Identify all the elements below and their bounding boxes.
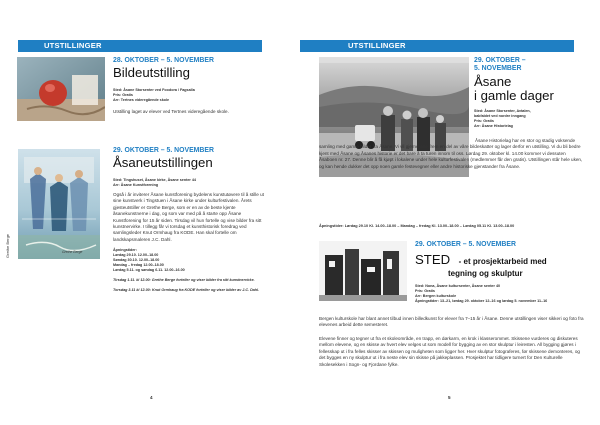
event-text: Utstilling laget av elever ved Tertnes videregående skole.: [113, 109, 229, 114]
sculpture-image: [319, 241, 407, 301]
event-note: Tirsdag 1.11. kl 12.00: Grethe Berge forteller og viser bilder fra sitt kunstnervirke.: [113, 278, 255, 283]
meta-line: Sted: Åsane Storsenter ved Foodora / Fagsalla: [113, 88, 195, 92]
meta-line: Arr: Tertnes videregående skole: [113, 98, 170, 102]
meta-line: Sted: Åsane Storsenter, Avtalen,: [474, 109, 531, 113]
event-text: Åsane Historielag har en stor og stadig voksende samling med gamle bilder fra Åsane. Vi vil gjerne vise frem en del av våre bildeskatter og lager derfor en utstilling. Vi du bli bedre kjent med Åsane og Åsanes historie er det bare å ta turen innom til oss. Lørdag 29. oktober kl. 14.00 kommer vi dessuten Åsaboen nr. 27. Denne blir å få kjøpt i lokalene under hele kulturfestivalen (medlemmer får den gratis). Utstillingen står hele uken, og kan hende dukker det opp noen gamle festevegner eller andre historiske gjenstander fra Åsane.: [319, 138, 583, 169]
event-title-line1: Åsane: [474, 74, 512, 89]
event-date-line: [474, 65, 584, 73]
event-title: STED: [415, 252, 451, 267]
item-bildeutstilling: [113, 57, 263, 115]
meta-line: Pris: Gratis: [474, 119, 494, 123]
event-note: Torsdag 3.11 kl 12.00: Knut Ormhaug fra KODE forteller og viser bilder av J.C. Dahl.: [113, 288, 260, 293]
event-text: Bergen kulturskole har blant annet tilbud innen billedkunst for elever fra 7–15 år i Åsane. Denne utstillingen viser sikkeri og foto fra elevenes arbeid dette semesteret.: [319, 316, 584, 328]
hours-line: Søndag 30.10. 12.00–18.00: [113, 258, 160, 263]
meta-line: Arr: Åsane Historielag: [474, 124, 513, 128]
event-title-line2: i gamle dager: [474, 88, 554, 103]
event-date: 28. OKTOBER – 5. NOVEMBER: [113, 57, 214, 64]
event-date: 29. OKTOBER –: [474, 57, 526, 64]
meta-line: Sted: Tingshuset, Åsane kirke, Åsane senter 44: [113, 178, 196, 182]
event-title: Åsaneutstillingen: [113, 155, 213, 170]
item-gamle-dager: [474, 57, 584, 129]
meta-line: Arr: Bergen kulturskole: [415, 294, 457, 298]
event-date-end: 5. NOVEMBER: [474, 65, 522, 72]
meta-line: Arr: Åsane Kunstforening: [113, 183, 159, 187]
section-header: UTSTILLINGER: [300, 40, 574, 52]
hours-line: Lørdag 5.11. og søndag 6.11. 12.00–16.00: [113, 268, 185, 273]
right-page: [300, 0, 600, 425]
hours-line: Mandag – fredag 12.00–18.00: [113, 263, 164, 268]
page-number: 5: [448, 395, 451, 400]
page-number: 4: [150, 395, 153, 400]
meta-line: Pris: Gratis: [415, 289, 435, 293]
event-title: Bildeutstilling: [113, 65, 190, 80]
event-subtitle-1: - et prosjektarbeid med: [458, 257, 547, 266]
painting-image: [18, 149, 100, 259]
item-sted: [415, 241, 585, 304]
item-asaneutstillingen: [113, 147, 265, 293]
meta-line: Åpningstider: 13–21, lørdag 29. oktober 12–16 og lørdag 5. november 11–16: [415, 299, 548, 303]
meta-line: Pris: Gratis: [113, 93, 133, 97]
section-header: UTSTILLINGER: [18, 40, 262, 52]
meta-line: bakfaldet ved nordre inngang: [474, 114, 526, 118]
hours-title: Åpningstider:: [113, 248, 137, 253]
hours-line: Lørdag 29.10. 12.00–18.00: [113, 253, 159, 258]
event-text: Elevene finner og tegner ut fra et skoleområde, en trapp, en dørkarm, en krok i klasserommet. Skissene vurderes og diskuteres mellom elevene, og en skisse av hvert elev velges ut som modell for bygging av en stor skulptur i leiresten. All bygging gjøres i fellesskap ut i fra felles skisser av skissen og muligheten som ligger her. Hver skulptur fotograferes, før skissene demonteres, og det bygges en ny skulptur ut i fra neste elev sin skisse på jakkeplassen. Prosjektet har tidligere turnert for Den Kulturelle Skolesekken i Sogn- og Fjordane fylke.: [319, 336, 580, 367]
bildeutstilling-image: [17, 57, 105, 121]
artist-credit: Grethe Berge: [5, 233, 10, 258]
artist-signature: Grethe Berge: [62, 250, 83, 254]
event-date: 29. OKTOBER – 5. NOVEMBER: [113, 147, 214, 154]
event-date: 29. OKTOBER – 5. NOVEMBER: [415, 241, 516, 248]
event-text: Også i år inviterer Åsane kunstforening bydelens kunstutøvere til å stille ut sine kunstverk i Tingstuen i Åsane kirke under kulturfestivalen. Årets gjesteutstiller er Grethe Berge, som er en av de beste kjente åsanekunstnerne i dag, og som var med på å starte opp Åsane Kunstforening for 15 år siden. Tirsdag vil hun fortelle og vise bilder fra sitt kunstnervirke. I tillegg får vi torsdag et kunsthistorisk foredrag ved samlingsleder Knut Ormhaug fra KODE. Han skal fortelle om landskapsmaleren J.C. Dahl.: [113, 192, 264, 242]
meta-line: Sted: Nona, Åsane kultursenter, Åsane senter 40: [415, 284, 501, 288]
hours-line: Åpningstider: Lørdag 29.10 Kl. 14.00–18.00 – Mandag – fredag Kl. 13.00–18.00 – Lørdag 05.11 Kl. 13.00–18.00: [319, 224, 515, 228]
event-subtitle-2: tegning og skulptur: [448, 269, 523, 278]
